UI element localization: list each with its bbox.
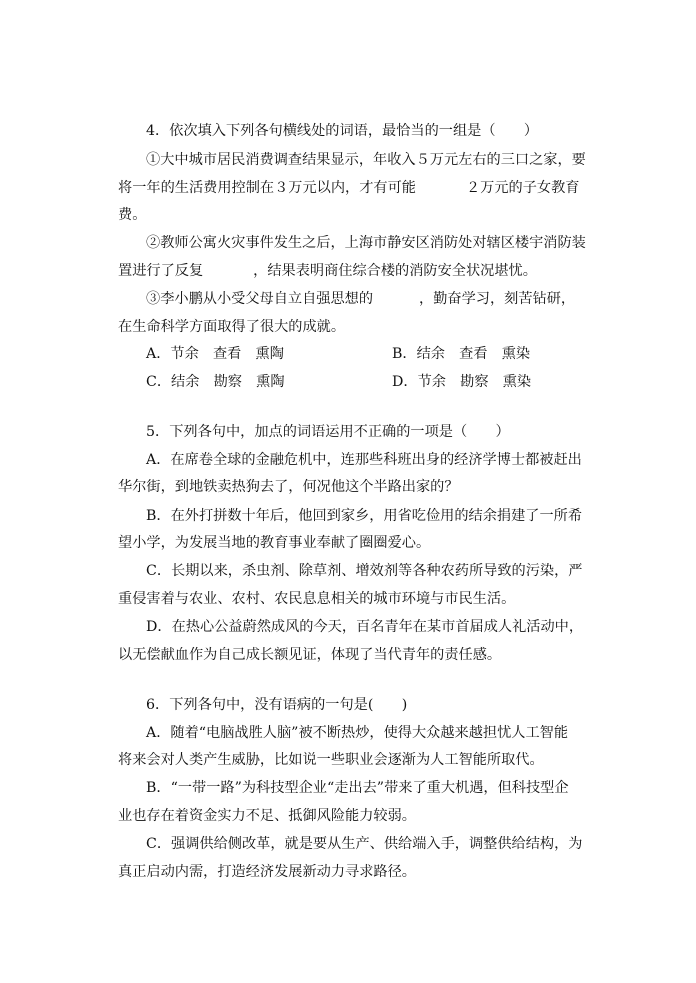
q5-option-b-line2: 望小学，为发展当地的教育事业奉献了圈圈爱心。 [118, 535, 431, 551]
q4-sentence1-line1: ①大中城市居民消费调查结果显示，年收入５万元左右的三口之家，要 [146, 152, 586, 168]
q4-sentence1-line2 [118, 178, 579, 198]
q4-sentence1-part-b: ２万元的子女教育 [465, 180, 580, 196]
q4-sentence2-line2 [118, 261, 537, 281]
q4-sentence3-line2: 在生命科学方面取得了很大的成就。 [118, 319, 346, 335]
q6-option-a-line2: 将来会对人类产生威胁，比如说一些职业会逐渐为人工智能所取代。 [118, 752, 544, 768]
q4-sentence2-line1: ②教师公寓火灾事件发生之后，上海市静安区消防处对辖区楼宇消防装 [146, 235, 586, 251]
q5-option-c-line1: C．长期以来，杀虫剂、除草剂、增效剂等各种农药所导致的污染，严 [146, 563, 583, 579]
q4-option-a: A．节余 查看 熏陶 [146, 346, 284, 362]
q5-option-b-line1: B．在外打拼数十年后，他回到家乡，用省吃俭用的结余捐建了一所希 [146, 508, 583, 524]
q4-stem: 4．依次填入下列各句横线处的词语，最恰当的一组是（ ） [146, 123, 539, 139]
q4-option-d: D．节余 勘察 熏染 [392, 374, 532, 390]
q5-option-d-line1: D．在热心公益蔚然成风的今天，百名青年在某市首届成人礼活动中， [146, 619, 584, 635]
q6-option-a-line1: A．随着“电脑战胜人脑”被不断热炒，使得大众越来越担忧人工智能 [146, 725, 569, 741]
q6-option-b-line1: B．“一带一路”为科技型企业“走出去”带来了重大机遇，但科技型企 [146, 780, 569, 796]
q4-sentence2-part-b: ，结果表明商住综合楼的消防安全状况堪忧。 [253, 263, 537, 279]
q4-sentence1-part-a: 将一年的生活费用控制在３万元以内，才有可能 [118, 180, 416, 196]
q4-sentence3-part-a: ③李小鹏从小受父母自立自强思想的 [146, 291, 374, 307]
q6-option-b-line2: 业也存在着资金实力不足、抵御风险能力较弱。 [118, 808, 416, 824]
q5-option-c-line2: 重侵害着与农业、农村、农民息息相关的城市环境与市民生活。 [118, 591, 516, 607]
q6-stem: 6．下列各句中，没有语病的一句是( ) [146, 697, 408, 713]
q5-option-d-line2: 以无偿献血作为自己成长额见证，体现了当代青年的责任感。 [118, 647, 502, 663]
q5-option-a-line2: 华尔街，到地铁卖热狗去了，何况他这个半路出家的？ [118, 479, 459, 495]
q5-option-a-line1: A．在席卷全球的金融危机中，连那些科班出身的经济学博士都被赶出 [146, 452, 582, 468]
q4-sentence3-line1 [146, 289, 575, 309]
q4-sentence2-part-a: 置进行了反复 [118, 263, 204, 279]
q4-option-c: C．结余 勘察 熏陶 [146, 374, 285, 390]
q4-sentence3-part-b: ，勤奋学习，刻苦钻研， [419, 291, 576, 307]
q6-option-c-line2: 真正启动内需，打造经济发展新动力寻求路径。 [118, 864, 416, 880]
q5-stem: 5．下列各句中，加点的词语运用不正确的一项是（ ） [146, 424, 510, 440]
q6-option-c-line1: C．强调供给侧改革，就是要从生产、供给端入手，调整供给结构，为 [146, 836, 583, 852]
q4-sentence1-line3: 费。 [118, 207, 147, 223]
q4-option-b: B．结余 查看 熏染 [392, 346, 531, 362]
